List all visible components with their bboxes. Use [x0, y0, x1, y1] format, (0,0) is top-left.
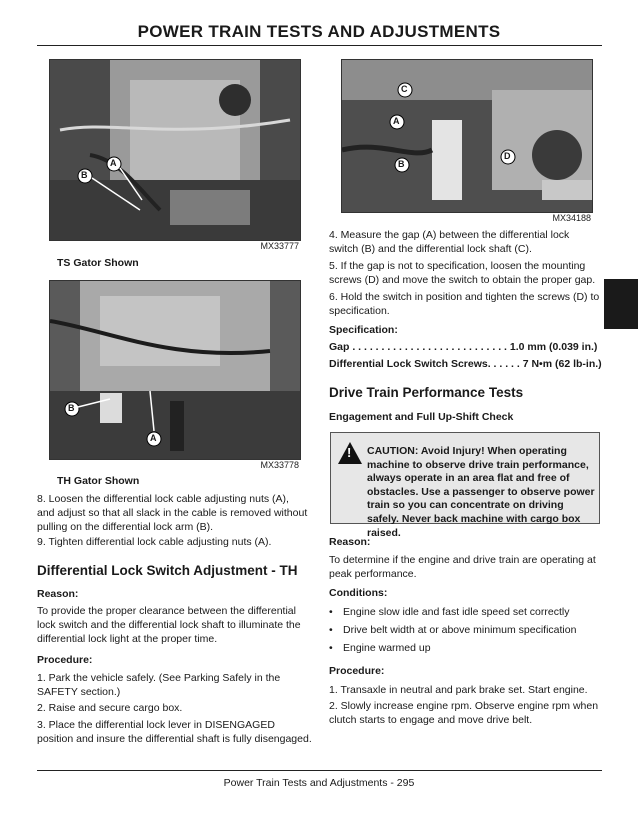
figure-caption: TH Gator Shown	[57, 475, 140, 487]
procedure-label: Procedure:	[329, 665, 385, 677]
step-9: 9. Tighten differential lock cable adjusting nuts (A).	[37, 536, 272, 548]
figure-label-a: A	[393, 116, 400, 126]
section-tab-marker	[604, 279, 638, 329]
caution-box	[330, 432, 600, 539]
list-item: • Drive belt width at or above minimum specification	[329, 624, 577, 636]
section-heading: Differential Lock Switch Adjustment - TH	[37, 563, 298, 578]
caution-text: CAUTION: Avoid Injury! When operating machine to observe drive train performance, always operate in an area flat and free of obstacles. Use a passenger to observe power train so you can concentrate on driving safely. Never back machine with cargo box raised.	[367, 445, 595, 539]
step-2: 2. Slowly increase engine rpm. Observe engine rpm when clutch starts to engage and move drive belt.	[329, 700, 599, 726]
spec-gap: Gap . . . . . . . . . . . . . . . . . . . . . . . . . . . 1.0 mm (0.039 in.)	[329, 341, 598, 353]
figure-switch-photo	[341, 59, 593, 213]
bullet-icon: •	[329, 606, 333, 618]
figure-th-gator-photo	[49, 280, 301, 460]
step-8: 8. Loosen the differential lock cable adjusting nuts (A), and adjust so that all slack in the cable is removed without pulling on the differential lock arm (B).	[37, 493, 308, 533]
header-rule	[37, 45, 602, 46]
step-1: 1. Park the vehicle safely. (See Parking Safely in the SAFETY section.)	[37, 672, 281, 698]
page-footer: Power Train Tests and Adjustments - 295	[223, 777, 415, 789]
reason-label: Reason:	[329, 536, 371, 548]
procedure-label: Procedure:	[37, 654, 93, 666]
figure-label-b: B	[398, 159, 405, 169]
figure-label-b: B	[68, 403, 75, 413]
figure-label-b: B	[81, 170, 88, 180]
figure-label-c: C	[401, 84, 408, 94]
spec-screws: Differential Lock Switch Screws. . . . . . 7 N•m (62 lb-in.)	[329, 358, 602, 370]
figure-ts-gator-photo	[49, 59, 301, 241]
footer-rule	[37, 770, 602, 771]
figure-label-a: A	[110, 158, 117, 168]
list-item: • Engine slow idle and fast idle speed set correctly	[329, 606, 570, 618]
figure-id: MX33777	[260, 241, 299, 251]
bullet-icon: •	[329, 642, 333, 654]
reason-text: To provide the proper clearance between the differential lock switch and the differential lock shaft to illuminate the differential lock light at the proper time.	[37, 605, 301, 645]
figure-label-d: D	[504, 151, 511, 161]
subheading: Engagement and Full Up-Shift Check	[329, 411, 514, 423]
step-5: 5. If the gap is not to specification, loosen the mounting screws (D) and move the switch to obtain the proper gap.	[329, 260, 596, 286]
page-title: POWER TRAIN TESTS AND ADJUSTMENTS	[137, 22, 501, 41]
reason-label: Reason:	[37, 588, 79, 600]
step-6: 6. Hold the switch in position and tighten the screws (D) to specification.	[329, 291, 600, 317]
step-1: 1. Transaxle in neutral and park brake set. Start engine.	[329, 684, 588, 696]
step-3: 3. Place the differential lock lever in DISENGAGED position and insure the differential shaft is fully disengaged.	[37, 719, 312, 745]
bullet-icon: •	[329, 624, 333, 636]
list-item: • Engine warmed up	[329, 642, 431, 654]
figure-id: MX33778	[260, 460, 299, 470]
figure-label-a: A	[150, 433, 157, 443]
step-2: 2. Raise and secure cargo box.	[37, 702, 183, 714]
figure-caption: TS Gator Shown	[57, 257, 139, 269]
conditions-label: Conditions:	[329, 587, 388, 599]
figure-id: MX34188	[552, 213, 591, 223]
spec-label: Specification:	[329, 324, 398, 336]
caution-symbol: !	[347, 445, 352, 460]
step-4: 4. Measure the gap (A) between the differential lock switch (B) and the differential lock shaft (C).	[329, 229, 570, 255]
section-heading: Drive Train Performance Tests	[329, 385, 524, 400]
reason-text: To determine if the engine and drive train are operating at peak performance.	[329, 554, 596, 580]
